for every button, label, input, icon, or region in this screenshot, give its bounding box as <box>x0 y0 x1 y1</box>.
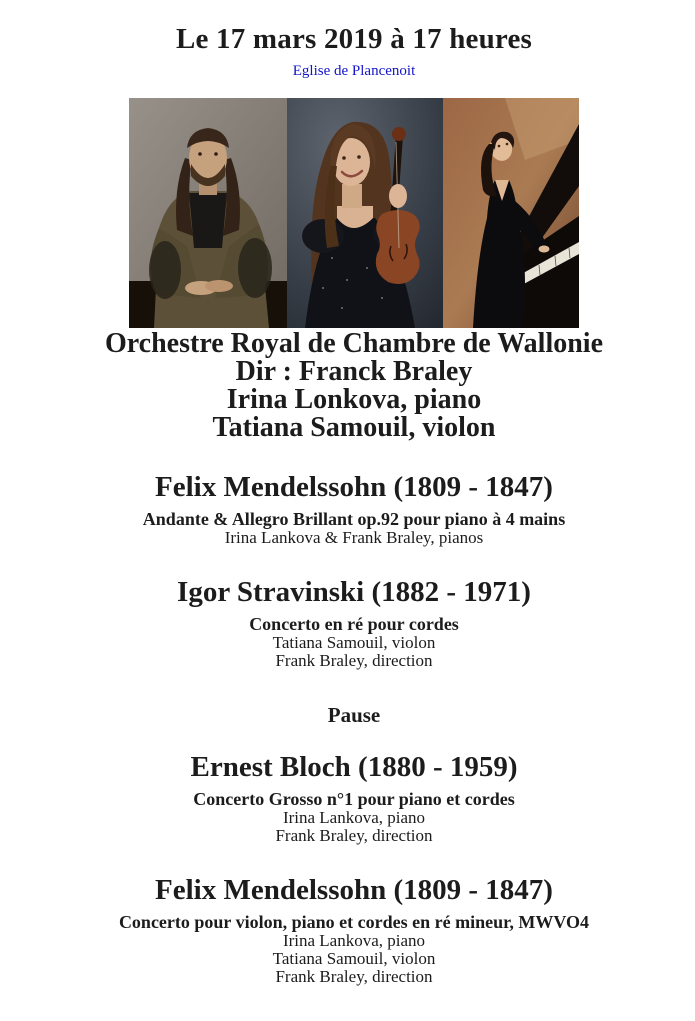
work-title: Concerto en ré pour cordes <box>249 614 459 634</box>
ensemble-director-line: Dir : Franck Braley <box>235 356 473 387</box>
performer-line: Irina Lankova & Frank Braley, pianos <box>224 528 484 547</box>
performer-line: Tatiana Samouil, violon <box>272 949 436 968</box>
photo-woman-with-violin <box>287 98 443 328</box>
program-section-mendelssohn-concerto <box>13 874 695 986</box>
performer-line: Frank Braley, direction <box>275 651 433 670</box>
ensemble-name: Orchestre Royal de Chambre de Wallonie <box>104 328 604 359</box>
performer-line: Frank Braley, direction <box>275 826 433 845</box>
page-title: Le 17 mars 2019 à 17 heures <box>175 23 533 55</box>
work-title: Andante & Allegro Brillant op.92 pour piano à 4 mains <box>142 509 566 529</box>
performer-line: Irina Lankova, piano <box>282 931 426 950</box>
ensemble-violinist-line: Tatiana Samouil, violon <box>212 412 496 443</box>
performer-line: Frank Braley, direction <box>275 967 433 986</box>
venue-link[interactable]: Eglise de Plancenoit <box>292 63 416 79</box>
artist-photos-strip <box>13 98 695 328</box>
work-title: Concerto Grosso n°1 pour piano et cordes <box>193 789 515 809</box>
ensemble-block <box>13 330 695 442</box>
performer-line: Tatiana Samouil, violon <box>272 633 436 652</box>
composer-heading: Igor Stravinski (1882 - 1971) <box>177 576 531 608</box>
composer-heading: Felix Mendelssohn (1809 - 1847) <box>155 874 553 906</box>
composer-heading: Ernest Bloch (1880 - 1959) <box>190 751 518 783</box>
composer-heading: Felix Mendelssohn (1809 - 1847) <box>155 471 553 503</box>
pause-label: Pause <box>327 703 381 727</box>
performer-line: Irina Lankova, piano <box>282 808 426 827</box>
ensemble-pianist-line: Irina Lonkova, piano <box>226 384 482 415</box>
photo-woman-at-piano <box>443 98 579 328</box>
work-title: Concerto pour violon, piano et cordes en ré mineur, MWVO4 <box>118 912 590 932</box>
photo-man-with-long-hair <box>129 98 287 328</box>
program-section-stravinski <box>13 576 695 670</box>
program-section-mendelssohn-andante <box>13 471 695 547</box>
program-section-bloch <box>13 751 695 845</box>
